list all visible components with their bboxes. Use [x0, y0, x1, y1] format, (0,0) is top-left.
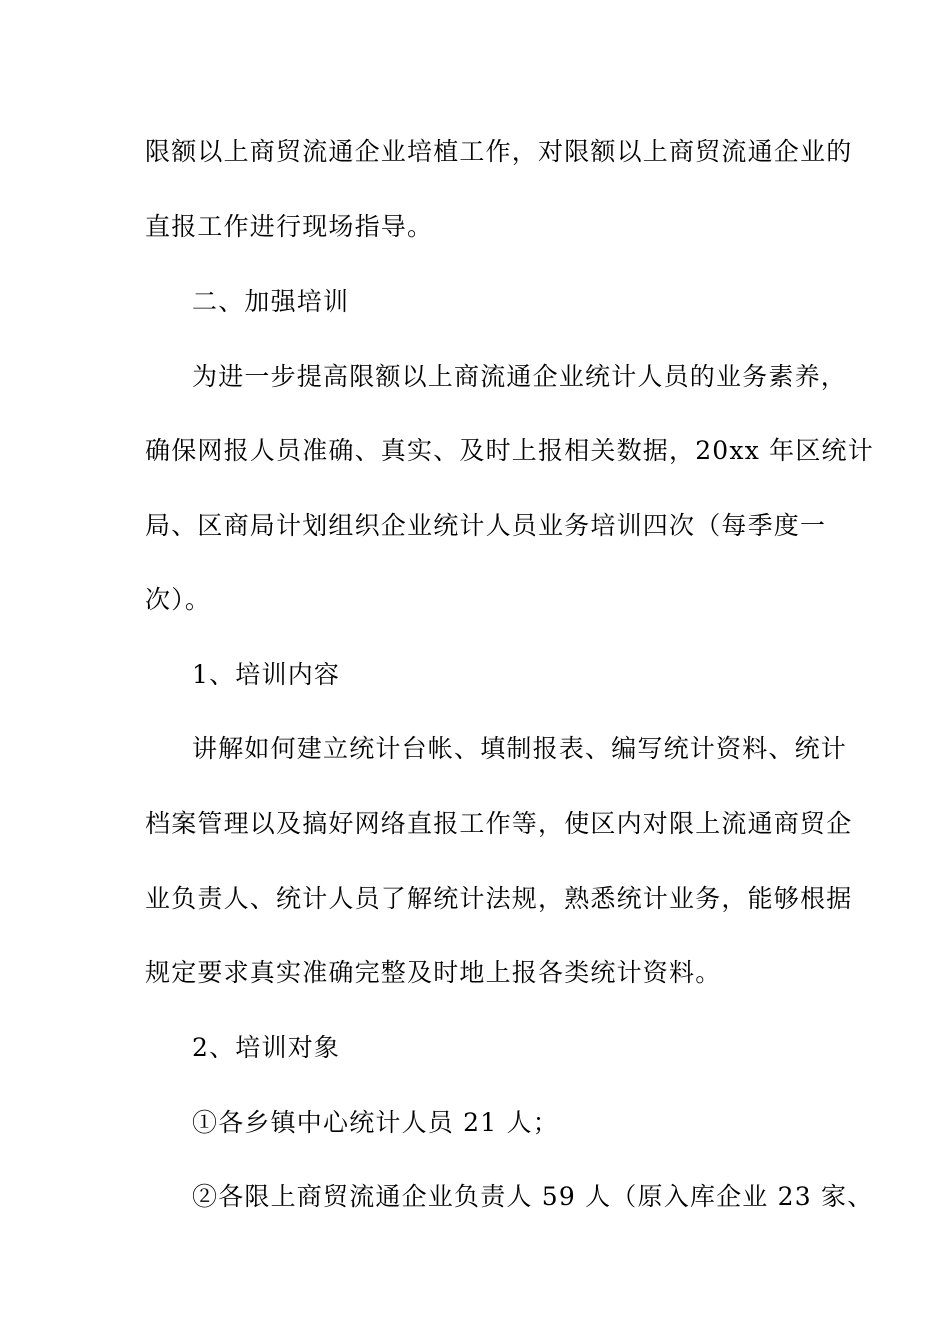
paragraph-line: 为进一步提高限额以上商流通企业统计人员的业务素养， — [192, 362, 848, 391]
paragraph-line: 确保网报人员准确、真实、及时上报相关数据，20xx 年区统计 — [145, 436, 874, 465]
subsection-heading: 2、培训对象 — [192, 1033, 341, 1062]
subsection-heading: 1、培训内容 — [192, 660, 341, 689]
list-item: ①各乡镇中心统计人员 21 人； — [192, 1108, 559, 1137]
paragraph-line: 直报工作进行现场指导。 — [145, 212, 434, 241]
section-heading: 二、加强培训 — [192, 287, 350, 316]
paragraph-line: 次）。 — [145, 585, 212, 614]
list-item: ②各限上商贸流通企业负责人 59 人（原入库企业 23 家、 — [192, 1182, 874, 1211]
paragraph-line: 讲解如何建立统计台帐、填制报表、编写统计资料、统计 — [192, 734, 848, 763]
paragraph-line: 业负责人、统计人员了解统计法规，熟悉统计业务，能够根据 — [145, 884, 853, 913]
paragraph-line: 局、区商局计划组织企业统计人员业务培训四次（每季度一 — [145, 511, 827, 540]
paragraph-line: 限额以上商贸流通企业培植工作，对限额以上商贸流通企业的 — [145, 137, 853, 166]
paragraph-line: 档案管理以及搞好网络直报工作等，使区内对限上流通商贸企 — [145, 809, 853, 838]
paragraph-line: 规定要求真实准确完整及时地上报各类统计资料。 — [145, 958, 722, 987]
